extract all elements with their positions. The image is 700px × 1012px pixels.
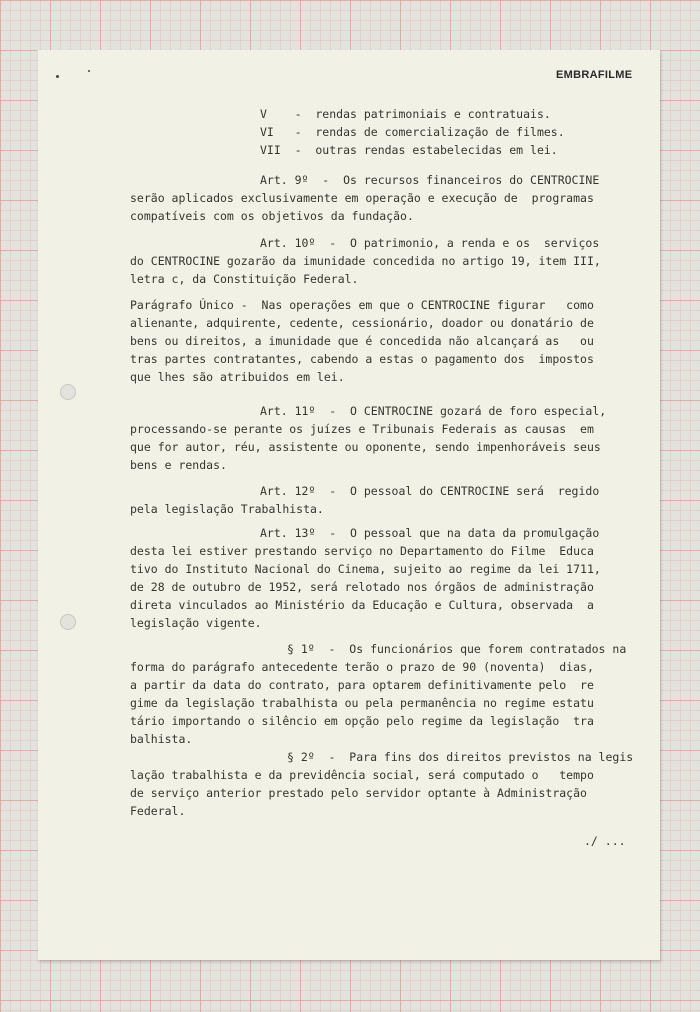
- punch-hole: [60, 384, 76, 400]
- continuation-mark: ./ ...: [584, 834, 626, 848]
- text-line: do CENTROCINE gozarão da imunidade concedida no artigo 19, item III,: [130, 254, 601, 268]
- art-11-heading: Art. 11º - O CENTROCINE gozará de foro especial,: [260, 404, 607, 418]
- text-line: legislação vigente.: [130, 616, 262, 630]
- item-vii: VII - outras rendas estabelecidas em lei.: [260, 143, 558, 157]
- paragraph-1-heading: § 1º - Os funcionários que forem contratados na: [287, 642, 627, 656]
- text-line: forma do parágrafo antecedente terão o prazo de 90 (noventa) dias,: [130, 660, 594, 674]
- text-line: lação trabalhista e da previdência social, será computado o tempo: [130, 768, 594, 782]
- text-line: tivo do Instituto Nacional do Cinema, sujeito ao regime da lei 1711,: [130, 562, 601, 576]
- text-line: de 28 de outubro de 1952, será relotado nos órgãos de administração: [130, 580, 594, 594]
- text-line: balhista.: [130, 732, 193, 746]
- punch-hole: [60, 614, 76, 630]
- text-line: direta vinculados ao Ministério da Educação e Cultura, observada a: [130, 598, 594, 612]
- text-line: serão aplicados exclusivamente em operação e execução de programas: [130, 191, 594, 205]
- text-line: pela legislação Trabalhista.: [130, 502, 324, 516]
- ink-mark: [56, 75, 59, 78]
- art-13-heading: Art. 13º - O pessoal que na data da promulgação: [260, 526, 600, 540]
- text-line: desta lei estiver prestando serviço no Departamento do Filme Educa: [130, 544, 594, 558]
- text-line: gime da legislação trabalhista ou pela permanência no regime estatu: [130, 696, 594, 710]
- paragrafo-unico: Parágrafo Único - Nas operações em que o CENTROCINE figurar como: [130, 298, 594, 312]
- art-9-heading: Art. 9º - Os recursos financeiros do CENTROCINE: [260, 173, 600, 187]
- art-10-heading: Art. 10º - O patrimonio, a renda e os serviços: [260, 236, 600, 250]
- text-line: que lhes são atribuidos em lei.: [130, 370, 345, 384]
- item-vi: VI - rendas de comercialização de filmes.: [260, 125, 565, 139]
- item-v: V - rendas patrimoniais e contratuais.: [260, 107, 551, 121]
- text-line: letra c, da Constituição Federal.: [130, 272, 359, 286]
- text-line: que for autor, réu, assistente ou oponente, sendo impenhoráveis seus: [130, 440, 601, 454]
- text-line: tras partes contratantes, cabendo a estas o pagamento dos impostos: [130, 352, 594, 366]
- text-line: tário importando o silêncio em opção pelo regime da legislação tra: [130, 714, 594, 728]
- brand-header: EMBRAFILME: [556, 69, 633, 81]
- text-line: bens ou direitos, a imunidade que é concedida não alcançará as ou: [130, 334, 594, 348]
- text-line: alienante, adquirente, cedente, cessionário, doador ou donatário de: [130, 316, 594, 330]
- art-12-heading: Art. 12º - O pessoal do CENTROCINE será regido: [260, 484, 600, 498]
- text-line: a partir da data do contrato, para optarem definitivamente pelo re: [130, 678, 594, 692]
- ink-mark: [88, 70, 90, 72]
- text-line: bens e rendas.: [130, 458, 227, 472]
- text-line: processando-se perante os juízes e Tribunais Federais as causas em: [130, 422, 594, 436]
- text-line: Federal.: [130, 804, 186, 818]
- text-line: compatíveis com os objetivos da fundação.: [130, 209, 414, 223]
- text-line: de serviço anterior prestado pelo servidor optante à Administração: [130, 786, 587, 800]
- paragraph-2-heading: § 2º - Para fins dos direitos previstos na legis: [287, 750, 634, 764]
- document-page: [38, 50, 660, 960]
